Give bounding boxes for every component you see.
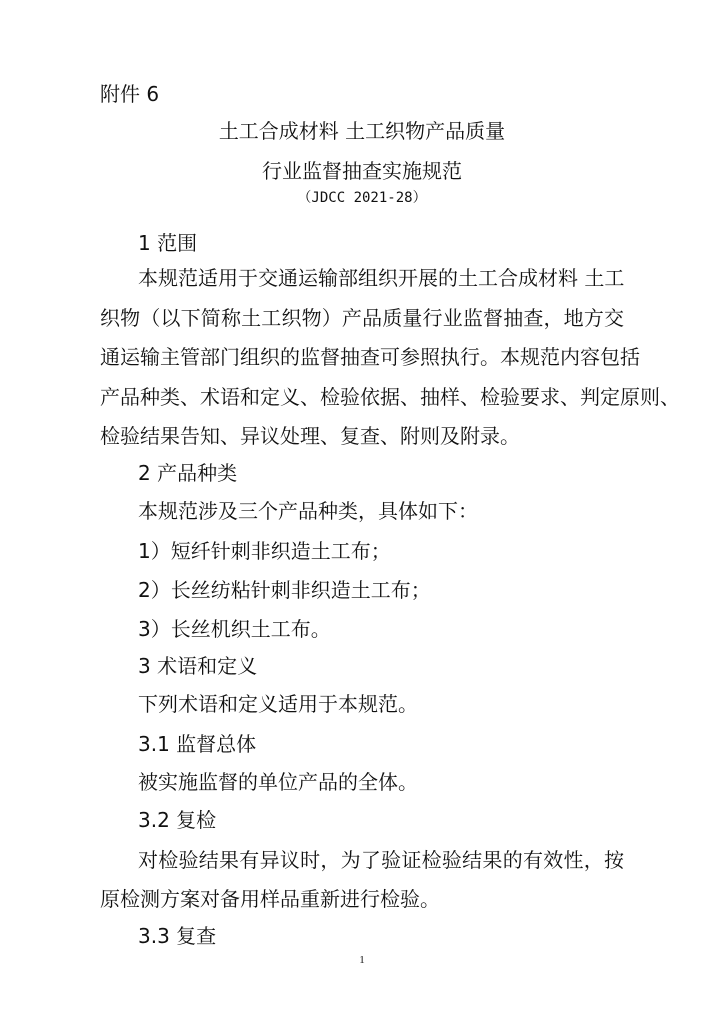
section-2-heading: 2 产品种类 xyxy=(138,461,238,485)
document-code: （JDCC 2021-28） xyxy=(297,190,427,206)
section-2-intro: 本规范涉及三个产品种类，具体如下： xyxy=(138,499,478,523)
section-1-para-line: 本规范适用于交通运输部组织开展的土工合成材料 土工 xyxy=(138,266,625,290)
section-3-3-heading: 3.3 复查 xyxy=(138,924,217,948)
section-3-2-para-line: 原检测方案对备用样品重新进行检验。 xyxy=(100,887,440,911)
section-1-para-line: 检验结果告知、异议处理、复查、附则及附录。 xyxy=(100,424,520,448)
section-3-intro: 下列术语和定义适用于本规范。 xyxy=(138,692,418,716)
product-list-item: 2）长丝纺粘针刺非织造土工布； xyxy=(138,578,431,602)
section-3-heading: 3 术语和定义 xyxy=(138,654,258,678)
attachment-label: 附件 6 xyxy=(100,82,160,106)
section-3-1-heading: 3.1 监督总体 xyxy=(138,732,257,756)
product-list-item: 3）长丝机织土工布。 xyxy=(138,617,331,641)
section-1-heading: 1 范围 xyxy=(138,231,198,255)
section-1-para-line: 织物（以下简称土工织物）产品质量行业监督抽查，地方交 xyxy=(100,306,624,330)
product-list-item: 1）短纤针刺非织造土工布； xyxy=(138,539,391,563)
section-1-para-line: 通运输主管部门组织的监督抽查可参照执行。本规范内容包括 xyxy=(100,345,640,369)
title-line-1: 土工合成材料 土工织物产品质量 xyxy=(218,119,506,143)
section-1-para-line: 产品种类、术语和定义、检验依据、抽样、检验要求、判定原则、 xyxy=(100,385,680,409)
section-3-2-para-line: 对检验结果有异议时，为了验证检验结果的有效性，按 xyxy=(138,848,624,872)
section-3-2-heading: 3.2 复检 xyxy=(138,808,217,832)
page-number: 1 xyxy=(359,954,365,966)
section-3-1-text: 被实施监督的单位产品的全体。 xyxy=(138,770,418,794)
title-line-2: 行业监督抽查实施规范 xyxy=(262,159,462,183)
